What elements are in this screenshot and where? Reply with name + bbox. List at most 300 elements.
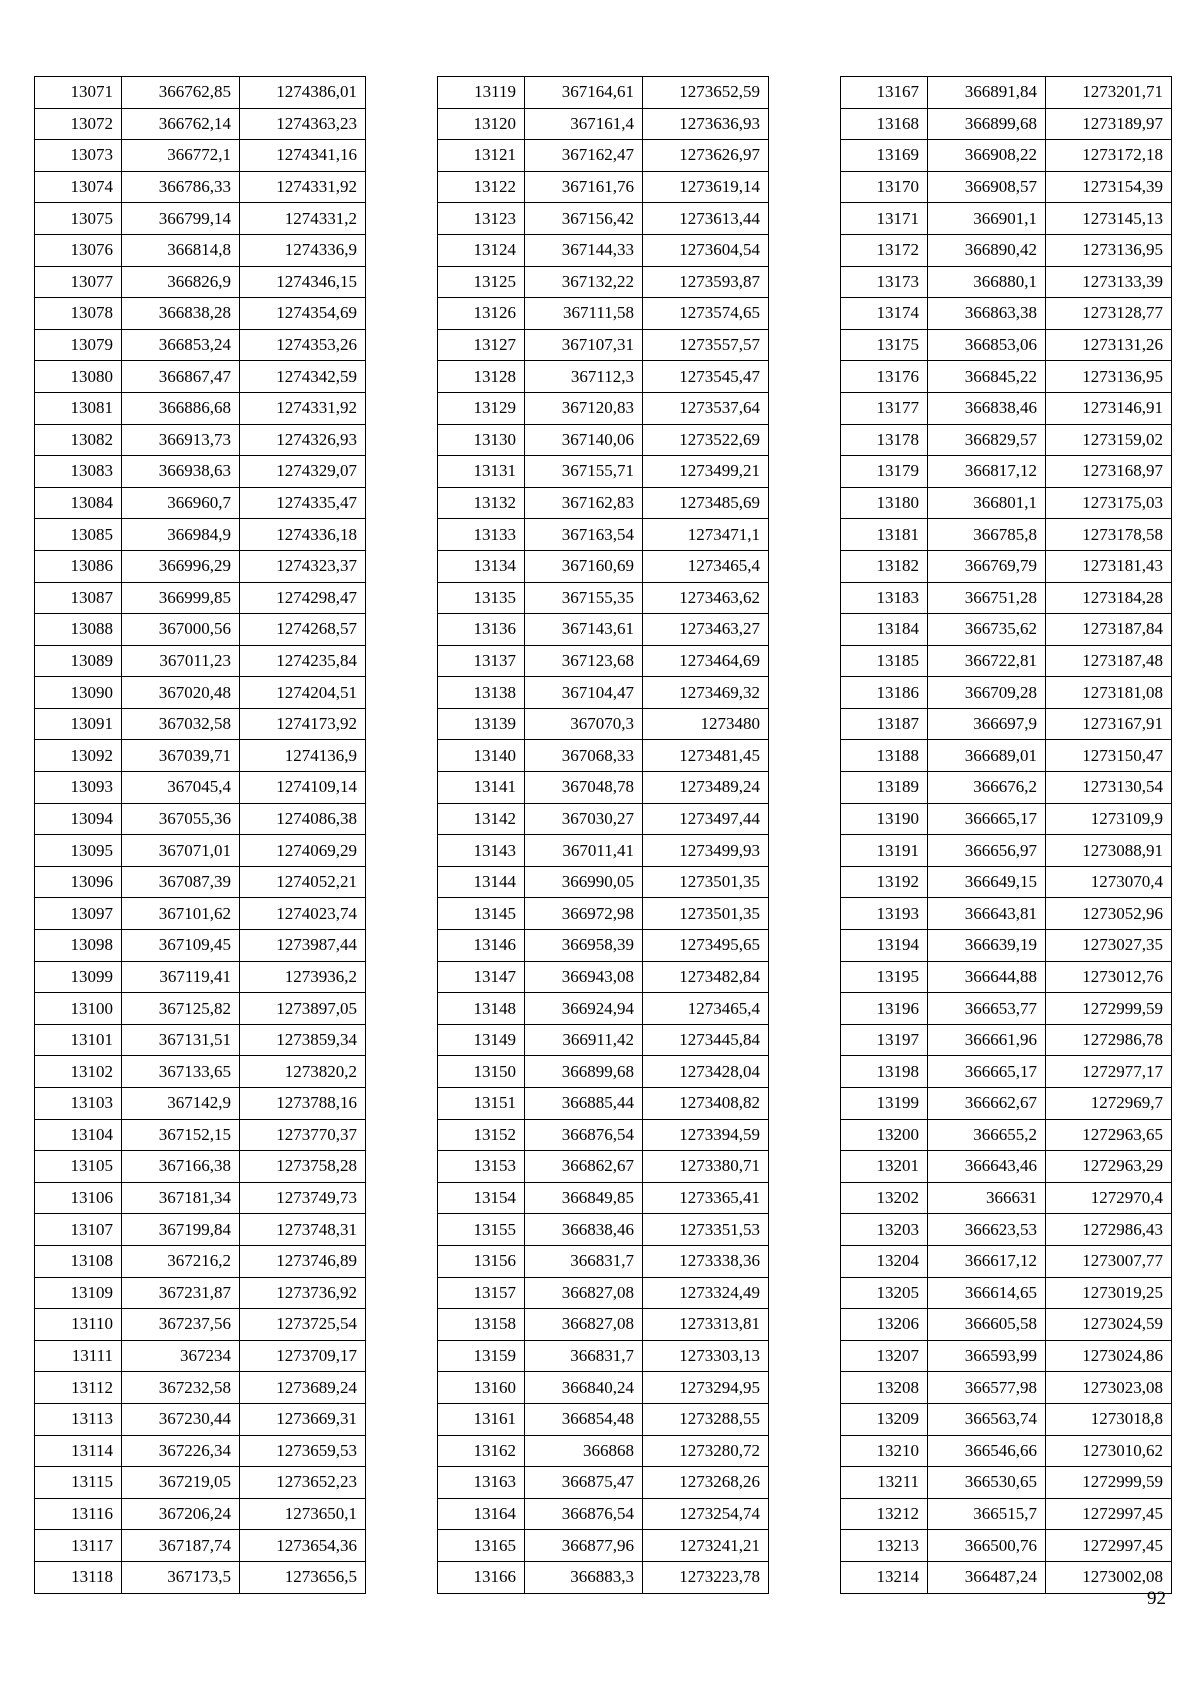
point-number-cell: 13141 <box>438 772 525 804</box>
table-row <box>35 1182 366 1214</box>
x-coordinate-cell: 366593,99 <box>928 1340 1046 1372</box>
y-coordinate-cell: 1272986,78 <box>1046 1024 1172 1056</box>
y-coordinate-cell: 1273463,27 <box>643 614 769 646</box>
table-row <box>841 961 1172 993</box>
x-coordinate-cell: 366515,7 <box>928 1498 1046 1530</box>
y-coordinate-cell: 1274331,2 <box>240 203 366 235</box>
y-coordinate-cell: 1273070,4 <box>1046 866 1172 898</box>
x-coordinate-cell: 367087,39 <box>122 866 240 898</box>
table-row <box>438 993 769 1025</box>
y-coordinate-cell: 1274323,37 <box>240 550 366 582</box>
x-coordinate-cell: 366577,98 <box>928 1372 1046 1404</box>
x-coordinate-cell: 367237,56 <box>122 1309 240 1341</box>
y-coordinate-cell: 1274386,01 <box>240 77 366 109</box>
x-coordinate-cell: 366649,15 <box>928 866 1046 898</box>
y-coordinate-cell: 1272997,45 <box>1046 1530 1172 1562</box>
table-row <box>35 1088 366 1120</box>
y-coordinate-cell: 1273654,36 <box>240 1530 366 1562</box>
point-number-cell: 13154 <box>438 1182 525 1214</box>
x-coordinate-cell: 366656,97 <box>928 835 1046 867</box>
point-number-cell: 13096 <box>35 866 122 898</box>
point-number-cell: 13162 <box>438 1435 525 1467</box>
x-coordinate-cell: 367155,35 <box>525 582 643 614</box>
y-coordinate-cell: 1273725,54 <box>240 1309 366 1341</box>
y-coordinate-cell: 1274109,14 <box>240 772 366 804</box>
y-coordinate-cell: 1273168,97 <box>1046 456 1172 488</box>
point-number-cell: 13173 <box>841 266 928 298</box>
x-coordinate-cell: 366722,81 <box>928 645 1046 677</box>
x-coordinate-cell: 367011,41 <box>525 835 643 867</box>
point-number-cell: 13187 <box>841 708 928 740</box>
point-number-cell: 13110 <box>35 1309 122 1341</box>
y-coordinate-cell: 1273471,1 <box>643 519 769 551</box>
point-number-cell: 13075 <box>35 203 122 235</box>
y-coordinate-cell: 1273408,82 <box>643 1088 769 1120</box>
point-number-cell: 13189 <box>841 772 928 804</box>
x-coordinate-cell: 366661,96 <box>928 1024 1046 1056</box>
x-coordinate-cell: 366891,84 <box>928 77 1046 109</box>
x-coordinate-cell: 366546,66 <box>928 1435 1046 1467</box>
y-coordinate-cell: 1273501,35 <box>643 898 769 930</box>
point-number-cell: 13207 <box>841 1340 928 1372</box>
point-number-cell: 13102 <box>35 1056 122 1088</box>
x-coordinate-cell: 366644,88 <box>928 961 1046 993</box>
y-coordinate-cell: 1273445,84 <box>643 1024 769 1056</box>
x-coordinate-cell: 367048,78 <box>525 772 643 804</box>
point-number-cell: 13198 <box>841 1056 928 1088</box>
table-row <box>35 645 366 677</box>
table-row <box>841 993 1172 1025</box>
point-number-cell: 13072 <box>35 108 122 140</box>
x-coordinate-cell: 366899,68 <box>928 108 1046 140</box>
table-row <box>35 1403 366 1435</box>
point-number-cell: 13186 <box>841 677 928 709</box>
table-row <box>35 298 366 330</box>
y-coordinate-cell: 1274023,74 <box>240 898 366 930</box>
x-coordinate-cell: 366875,47 <box>525 1467 643 1499</box>
y-coordinate-cell: 1273136,95 <box>1046 361 1172 393</box>
table-row <box>35 108 366 140</box>
table-row <box>438 1467 769 1499</box>
x-coordinate-cell: 366605,58 <box>928 1309 1046 1341</box>
y-coordinate-cell: 1273736,92 <box>240 1277 366 1309</box>
y-coordinate-cell: 1273897,05 <box>240 993 366 1025</box>
x-coordinate-cell: 367173,5 <box>122 1561 240 1593</box>
point-number-cell: 13114 <box>35 1435 122 1467</box>
table-row <box>841 1403 1172 1435</box>
table-row <box>841 582 1172 614</box>
y-coordinate-cell: 1273537,64 <box>643 392 769 424</box>
table-row <box>438 930 769 962</box>
table-row <box>438 740 769 772</box>
x-coordinate-cell: 366938,63 <box>122 456 240 488</box>
table-row <box>35 77 366 109</box>
x-coordinate-cell: 366854,48 <box>525 1403 643 1435</box>
point-number-cell: 13143 <box>438 835 525 867</box>
point-number-cell: 13077 <box>35 266 122 298</box>
point-number-cell: 13149 <box>438 1024 525 1056</box>
point-number-cell: 13200 <box>841 1119 928 1151</box>
x-coordinate-cell: 366972,98 <box>525 898 643 930</box>
y-coordinate-cell: 1273018,8 <box>1046 1403 1172 1435</box>
table-row <box>35 392 366 424</box>
point-number-cell: 13212 <box>841 1498 928 1530</box>
x-coordinate-cell: 367155,71 <box>525 456 643 488</box>
table-row <box>438 898 769 930</box>
point-number-cell: 13113 <box>35 1403 122 1435</box>
y-coordinate-cell: 1273749,73 <box>240 1182 366 1214</box>
point-number-cell: 13091 <box>35 708 122 740</box>
x-coordinate-cell: 366827,08 <box>525 1277 643 1309</box>
x-coordinate-cell: 367045,4 <box>122 772 240 804</box>
y-coordinate-cell: 1273936,2 <box>240 961 366 993</box>
point-number-cell: 13136 <box>438 614 525 646</box>
table-row <box>841 1309 1172 1341</box>
y-coordinate-cell: 1273650,1 <box>240 1498 366 1530</box>
table-row <box>35 1435 366 1467</box>
table-row <box>35 1467 366 1499</box>
point-number-cell: 13146 <box>438 930 525 962</box>
x-coordinate-cell: 366867,47 <box>122 361 240 393</box>
point-number-cell: 13208 <box>841 1372 928 1404</box>
table-row <box>438 961 769 993</box>
x-coordinate-cell: 366643,81 <box>928 898 1046 930</box>
point-number-cell: 13161 <box>438 1403 525 1435</box>
point-number-cell: 13120 <box>438 108 525 140</box>
x-coordinate-cell: 366908,22 <box>928 140 1046 172</box>
point-number-cell: 13185 <box>841 645 928 677</box>
x-coordinate-cell: 366984,9 <box>122 519 240 551</box>
x-coordinate-cell: 367219,05 <box>122 1467 240 1499</box>
point-number-cell: 13100 <box>35 993 122 1025</box>
y-coordinate-cell: 1273709,17 <box>240 1340 366 1372</box>
y-coordinate-cell: 1273178,58 <box>1046 519 1172 551</box>
y-coordinate-cell: 1273465,4 <box>643 993 769 1025</box>
point-number-cell: 13109 <box>35 1277 122 1309</box>
y-coordinate-cell: 1274173,92 <box>240 708 366 740</box>
point-number-cell: 13160 <box>438 1372 525 1404</box>
x-coordinate-cell: 366890,42 <box>928 234 1046 266</box>
table-row <box>841 677 1172 709</box>
point-number-cell: 13214 <box>841 1561 928 1593</box>
x-coordinate-cell: 366913,73 <box>122 424 240 456</box>
y-coordinate-cell: 1273131,26 <box>1046 329 1172 361</box>
y-coordinate-cell: 1273023,08 <box>1046 1372 1172 1404</box>
x-coordinate-cell: 367160,69 <box>525 550 643 582</box>
x-coordinate-cell: 367131,51 <box>122 1024 240 1056</box>
point-number-cell: 13205 <box>841 1277 928 1309</box>
x-coordinate-cell: 367123,68 <box>525 645 643 677</box>
point-number-cell: 13094 <box>35 803 122 835</box>
x-coordinate-cell: 366614,65 <box>928 1277 1046 1309</box>
point-number-cell: 13124 <box>438 234 525 266</box>
point-number-cell: 13081 <box>35 392 122 424</box>
point-number-cell: 13101 <box>35 1024 122 1056</box>
point-number-cell: 13083 <box>35 456 122 488</box>
y-coordinate-cell: 1274052,21 <box>240 866 366 898</box>
y-coordinate-cell: 1274331,92 <box>240 171 366 203</box>
table-row <box>438 835 769 867</box>
point-number-cell: 13180 <box>841 487 928 519</box>
y-coordinate-cell: 1273659,53 <box>240 1435 366 1467</box>
point-number-cell: 13085 <box>35 519 122 551</box>
point-number-cell: 13169 <box>841 140 928 172</box>
point-number-cell: 13103 <box>35 1088 122 1120</box>
y-coordinate-cell: 1274086,38 <box>240 803 366 835</box>
y-coordinate-cell: 1273485,69 <box>643 487 769 519</box>
y-coordinate-cell: 1273522,69 <box>643 424 769 456</box>
table-row <box>841 77 1172 109</box>
point-number-cell: 13095 <box>35 835 122 867</box>
table-row <box>35 456 366 488</box>
table-row <box>841 1372 1172 1404</box>
x-coordinate-cell: 366996,29 <box>122 550 240 582</box>
table-row <box>438 1498 769 1530</box>
point-number-cell: 13119 <box>438 77 525 109</box>
point-number-cell: 13152 <box>438 1119 525 1151</box>
y-coordinate-cell: 1273024,86 <box>1046 1340 1172 1372</box>
table-row <box>35 171 366 203</box>
x-coordinate-cell: 366709,28 <box>928 677 1046 709</box>
y-coordinate-cell: 1274069,29 <box>240 835 366 867</box>
point-number-cell: 13211 <box>841 1467 928 1499</box>
x-coordinate-cell: 366655,2 <box>928 1119 1046 1151</box>
point-number-cell: 13137 <box>438 645 525 677</box>
table-row <box>438 234 769 266</box>
y-coordinate-cell: 1273002,08 <box>1046 1561 1172 1593</box>
y-coordinate-cell: 1273150,47 <box>1046 740 1172 772</box>
x-coordinate-cell: 367163,54 <box>525 519 643 551</box>
x-coordinate-cell: 367156,42 <box>525 203 643 235</box>
table-row <box>35 487 366 519</box>
point-number-cell: 13140 <box>438 740 525 772</box>
x-coordinate-cell: 367071,01 <box>122 835 240 867</box>
x-coordinate-cell: 366826,9 <box>122 266 240 298</box>
x-coordinate-cell: 367181,34 <box>122 1182 240 1214</box>
x-coordinate-cell: 366665,17 <box>928 803 1046 835</box>
point-number-cell: 13130 <box>438 424 525 456</box>
x-coordinate-cell: 366563,74 <box>928 1403 1046 1435</box>
table-row <box>35 803 366 835</box>
point-number-cell: 13115 <box>35 1467 122 1499</box>
point-number-cell: 13174 <box>841 298 928 330</box>
y-coordinate-cell: 1273394,59 <box>643 1119 769 1151</box>
point-number-cell: 13197 <box>841 1024 928 1056</box>
point-number-cell: 13092 <box>35 740 122 772</box>
y-coordinate-cell: 1273613,44 <box>643 203 769 235</box>
point-number-cell: 13150 <box>438 1056 525 1088</box>
point-number-cell: 13153 <box>438 1151 525 1183</box>
y-coordinate-cell: 1273175,03 <box>1046 487 1172 519</box>
x-coordinate-cell: 366643,46 <box>928 1151 1046 1183</box>
x-coordinate-cell: 367161,76 <box>525 171 643 203</box>
table-row <box>438 1309 769 1341</box>
y-coordinate-cell: 1273145,13 <box>1046 203 1172 235</box>
table-row <box>841 898 1172 930</box>
point-number-cell: 13177 <box>841 392 928 424</box>
y-coordinate-cell: 1273128,77 <box>1046 298 1172 330</box>
x-coordinate-cell: 366631 <box>928 1182 1046 1214</box>
y-coordinate-cell: 1274353,26 <box>240 329 366 361</box>
table-row <box>438 519 769 551</box>
table-row <box>841 772 1172 804</box>
point-number-cell: 13118 <box>35 1561 122 1593</box>
x-coordinate-cell: 366838,46 <box>525 1214 643 1246</box>
point-number-cell: 13178 <box>841 424 928 456</box>
x-coordinate-cell: 367101,62 <box>122 898 240 930</box>
table-row <box>841 456 1172 488</box>
y-coordinate-cell: 1273172,18 <box>1046 140 1172 172</box>
point-number-cell: 13204 <box>841 1245 928 1277</box>
y-coordinate-cell: 1273499,93 <box>643 835 769 867</box>
x-coordinate-cell: 366623,53 <box>928 1214 1046 1246</box>
x-coordinate-cell: 366838,28 <box>122 298 240 330</box>
point-number-cell: 13191 <box>841 835 928 867</box>
y-coordinate-cell: 1273324,49 <box>643 1277 769 1309</box>
point-number-cell: 13139 <box>438 708 525 740</box>
x-coordinate-cell: 366689,01 <box>928 740 1046 772</box>
x-coordinate-cell: 366958,39 <box>525 930 643 962</box>
point-number-cell: 13159 <box>438 1340 525 1372</box>
point-number-cell: 13176 <box>841 361 928 393</box>
table-row <box>438 1340 769 1372</box>
x-coordinate-cell: 366924,94 <box>525 993 643 1025</box>
x-coordinate-cell: 366676,2 <box>928 772 1046 804</box>
table-row <box>35 835 366 867</box>
point-number-cell: 13138 <box>438 677 525 709</box>
table-row <box>841 1561 1172 1593</box>
point-number-cell: 13108 <box>35 1245 122 1277</box>
x-coordinate-cell: 367020,48 <box>122 677 240 709</box>
table-row <box>438 1277 769 1309</box>
point-number-cell: 13142 <box>438 803 525 835</box>
point-number-cell: 13134 <box>438 550 525 582</box>
point-number-cell: 13179 <box>841 456 928 488</box>
table-row <box>841 1119 1172 1151</box>
point-number-cell: 13129 <box>438 392 525 424</box>
point-number-cell: 13125 <box>438 266 525 298</box>
point-number-cell: 13104 <box>35 1119 122 1151</box>
point-number-cell: 13073 <box>35 140 122 172</box>
x-coordinate-cell: 367120,83 <box>525 392 643 424</box>
y-coordinate-cell: 1273007,77 <box>1046 1245 1172 1277</box>
table-row <box>841 1435 1172 1467</box>
point-number-cell: 13117 <box>35 1530 122 1562</box>
x-coordinate-cell: 367234 <box>122 1340 240 1372</box>
x-coordinate-cell: 366885,44 <box>525 1088 643 1120</box>
y-coordinate-cell: 1274346,15 <box>240 266 366 298</box>
table-row <box>438 677 769 709</box>
y-coordinate-cell: 1272999,59 <box>1046 993 1172 1025</box>
point-number-cell: 13182 <box>841 550 928 582</box>
x-coordinate-cell: 367109,45 <box>122 930 240 962</box>
table-row <box>35 1498 366 1530</box>
table-row <box>841 645 1172 677</box>
y-coordinate-cell: 1273223,78 <box>643 1561 769 1593</box>
y-coordinate-cell: 1273280,72 <box>643 1435 769 1467</box>
point-number-cell: 13164 <box>438 1498 525 1530</box>
table-row <box>841 266 1172 298</box>
y-coordinate-cell: 1273365,41 <box>643 1182 769 1214</box>
x-coordinate-cell: 366653,77 <box>928 993 1046 1025</box>
y-coordinate-cell: 1273859,34 <box>240 1024 366 1056</box>
coordinate-table-1 <box>34 76 366 1594</box>
y-coordinate-cell: 1273820,2 <box>240 1056 366 1088</box>
y-coordinate-cell: 1273184,28 <box>1046 582 1172 614</box>
table-row <box>841 1182 1172 1214</box>
x-coordinate-cell: 367232,58 <box>122 1372 240 1404</box>
table-row <box>438 614 769 646</box>
x-coordinate-cell: 366999,85 <box>122 582 240 614</box>
point-number-cell: 13163 <box>438 1467 525 1499</box>
x-coordinate-cell: 367199,84 <box>122 1214 240 1246</box>
x-coordinate-cell: 367142,9 <box>122 1088 240 1120</box>
table-row <box>35 1024 366 1056</box>
y-coordinate-cell: 1273268,26 <box>643 1467 769 1499</box>
x-coordinate-cell: 367039,71 <box>122 740 240 772</box>
coordinate-table-3 <box>840 76 1172 1594</box>
x-coordinate-cell: 367161,4 <box>525 108 643 140</box>
table-row <box>841 614 1172 646</box>
y-coordinate-cell: 1273189,97 <box>1046 108 1172 140</box>
y-coordinate-cell: 1273294,95 <box>643 1372 769 1404</box>
table-row <box>841 930 1172 962</box>
table-row <box>841 424 1172 456</box>
y-coordinate-cell: 1273130,54 <box>1046 772 1172 804</box>
table-row <box>438 424 769 456</box>
y-coordinate-cell: 1273154,39 <box>1046 171 1172 203</box>
table-row <box>841 1467 1172 1499</box>
table-row <box>35 234 366 266</box>
y-coordinate-cell: 1273010,62 <box>1046 1435 1172 1467</box>
y-coordinate-cell: 1273159,02 <box>1046 424 1172 456</box>
y-coordinate-cell: 1273746,89 <box>240 1245 366 1277</box>
table-row <box>35 930 366 962</box>
table-row <box>35 1530 366 1562</box>
x-coordinate-cell: 366883,3 <box>525 1561 643 1593</box>
x-coordinate-cell: 366863,38 <box>928 298 1046 330</box>
x-coordinate-cell: 366662,67 <box>928 1088 1046 1120</box>
x-coordinate-cell: 367216,2 <box>122 1245 240 1277</box>
table-row <box>35 361 366 393</box>
table-row <box>438 866 769 898</box>
y-coordinate-cell: 1274363,23 <box>240 108 366 140</box>
x-coordinate-cell: 366849,85 <box>525 1182 643 1214</box>
table-row <box>35 203 366 235</box>
point-number-cell: 13194 <box>841 930 928 962</box>
table-row <box>438 298 769 330</box>
table-row <box>35 1151 366 1183</box>
y-coordinate-cell: 1273187,84 <box>1046 614 1172 646</box>
point-number-cell: 13167 <box>841 77 928 109</box>
y-coordinate-cell: 1273088,91 <box>1046 835 1172 867</box>
y-coordinate-cell: 1274235,84 <box>240 645 366 677</box>
y-coordinate-cell: 1273465,4 <box>643 550 769 582</box>
y-coordinate-cell: 1272977,17 <box>1046 1056 1172 1088</box>
x-coordinate-cell: 366814,8 <box>122 234 240 266</box>
x-coordinate-cell: 367125,82 <box>122 993 240 1025</box>
table-row <box>438 1119 769 1151</box>
point-number-cell: 13145 <box>438 898 525 930</box>
table-row <box>438 140 769 172</box>
x-coordinate-cell: 366617,12 <box>928 1245 1046 1277</box>
table-row <box>438 1403 769 1435</box>
point-number-cell: 13071 <box>35 77 122 109</box>
point-number-cell: 13192 <box>841 866 928 898</box>
table-row <box>35 1056 366 1088</box>
y-coordinate-cell: 1273380,71 <box>643 1151 769 1183</box>
y-coordinate-cell: 1274204,51 <box>240 677 366 709</box>
